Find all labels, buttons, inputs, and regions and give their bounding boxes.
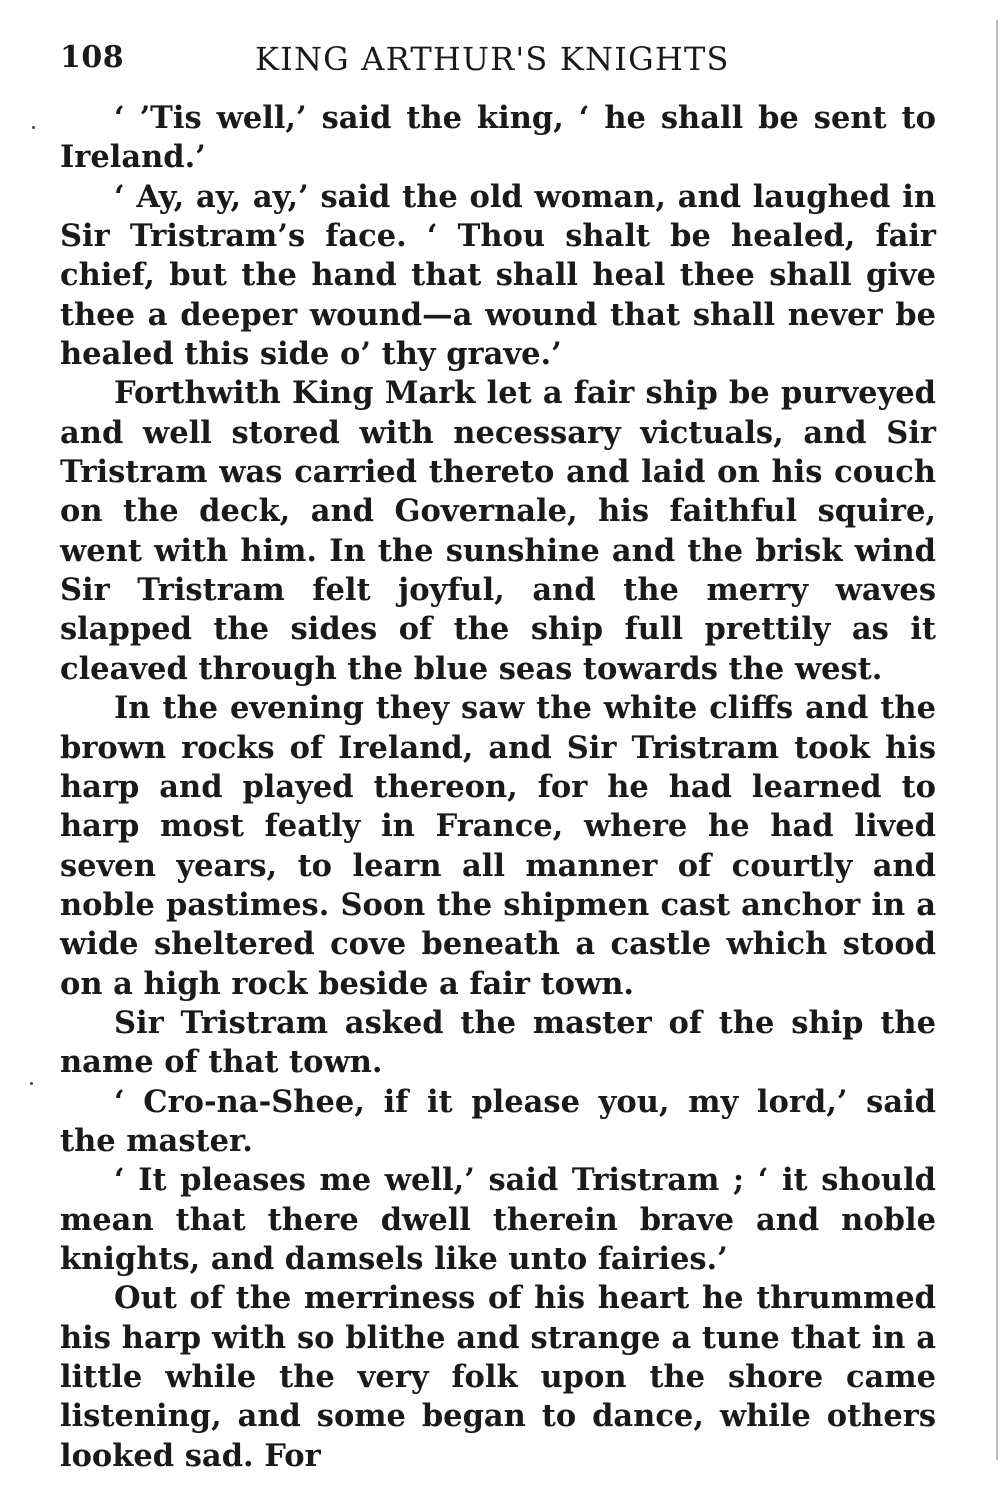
page-edge-line [996,20,998,1460]
page-header [60,40,940,80]
paragraph: In the evening they saw the white cliffs and the brown rocks of Ireland, and Sir Tristram took his harp and played thereon, for he had learned to harp most featly in France, where he had lived seven years, to learn all manner of courtly and noble pastimes. Soon the shipmen cast anchor in a wide sheltered cove beneath a castle which stood on a high rock beside a fair town. [60,690,936,1002]
paragraph: Forthwith King Mark let a fair ship be purveyed and well stored with necessary victuals, and Sir Tristram was carried thereto and laid on his couch on the deck, and Governale, his faithful squire, went with him. In the sunshine and the brisk wind Sir Tristram felt joyful, and the merry waves slapped the sides of the ship full prettily as it cleaved through the blue seas towards the west. [60,375,936,687]
paragraph: ‘ It pleases me well,’ said Tristram ; ‘ it should mean that there dwell therein brave and noble knights, and damsels like unto fairies.’ [60,1162,936,1277]
paragraph: Sir Tristram asked the master of the ship the name of that town. [60,1004,936,1081]
paragraph: ‘ Cro-na-Shee, if it please you, my lord,’ said the master. [60,1083,936,1159]
paragraph: Out of the merriness of his heart he thrummed his harp with so blithe and strange a tune that in a little while the very folk upon the shore came listening, and some began to dance, while others looked sad. For [60,1280,936,1474]
paragraph: ‘ ’Tis well,’ said the king, ‘ he shall be sent to Ireland.’ [60,100,936,176]
paragraph: ‘ Ay, ay, ay,’ said the old woman, and laughed in Sir Tristram’s face. ‘ Thou shalt be healed, fair chief, but the hand that shall heal thee shall give thee a deeper wound—a wound that shall never be healed this side o’ thy grave.’ [60,178,936,373]
scan-speck [30,1082,33,1085]
page-number: 108 [60,40,125,75]
scan-speck [32,126,35,129]
running-title: KING ARTHUR'S KNIGHTS [255,40,730,78]
body-text [60,99,936,1476]
